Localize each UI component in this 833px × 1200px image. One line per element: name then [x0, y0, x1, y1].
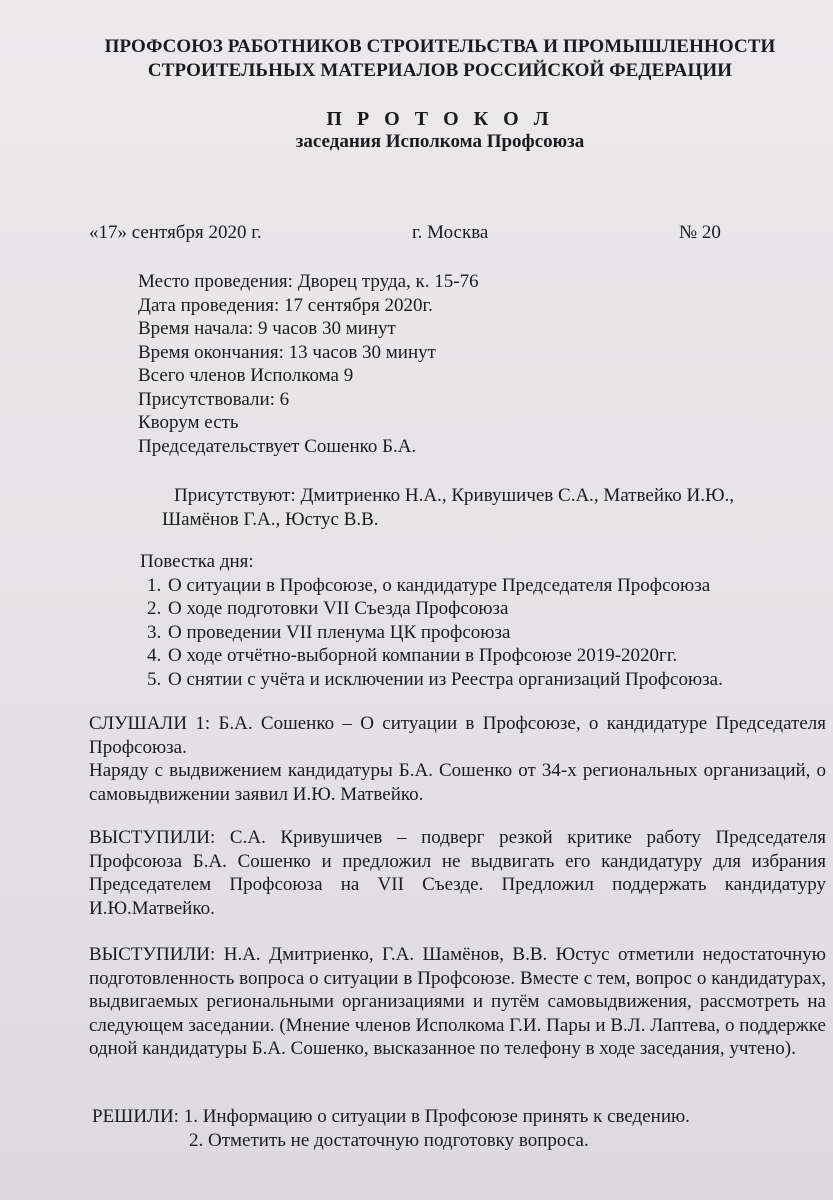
meeting-city: г. Москва	[412, 222, 489, 243]
agenda-list	[140, 574, 723, 692]
meeting-date: «17» сентября 2020 г.	[89, 222, 262, 243]
meeting-info	[138, 270, 479, 458]
heard-section	[89, 712, 826, 806]
info-line: Председательствует Сошенко Б.А.	[138, 435, 417, 457]
protocol-number: № 20	[679, 222, 721, 243]
present-line2: Шамёнов Г.А., Юстус В.В.	[162, 509, 379, 530]
heard-line1: СЛУШАЛИ 1: Б.А. Сошенко – О ситуации в Профсоюзе, о кандидатуре Председателя Профсоюза.	[89, 713, 826, 758]
agenda-item: 1. О ситуации в Профсоюзе, о кандидатуре Председателя Профсоюза	[166, 574, 723, 598]
info-line: Время окончания: 13 часов 30 минут	[138, 341, 436, 363]
spoke-section-2: ВЫСТУПИЛИ: Н.А. Дмитриенко, Г.А. Шамёнов, В.В. Юстус отметили недостаточную подготовленность вопроса о ситуации в Профсоюзе. Вместе с тем, вопрос о кандидатурах, выдвигаемых региональными организациями и путём самовыдвижения, рассмотреть на следующем заседании. (Мнение членов Исполкома Г.И. Пары и В.Л. Лаптева, о поддержке одной кандидатуры Б.А. Сошенко, высказанное по телефону в ходе заседания, учтено).	[89, 944, 826, 1059]
agenda-item: 3. О проведении VII пленума ЦК профсоюза	[166, 621, 723, 645]
document-title: П Р О Т О К О Л	[326, 108, 554, 130]
info-line: Присутствовали: 6	[138, 388, 290, 410]
info-line: Всего членов Исполкома 9	[138, 365, 354, 386]
agenda-item: 2. О ходе подготовки VII Съезда Профсоюза	[166, 597, 723, 621]
present-line1: Присутствуют: Дмитриенко Н.А., Кривушичев С.А., Матвейко И.Ю.,	[174, 485, 735, 506]
agenda-title: Повестка дня:	[140, 551, 254, 572]
header	[60, 35, 820, 83]
meta-row	[89, 222, 739, 248]
heard-line2: Наряду с выдвижением кандидатуры Б.А. Сошенко от 34-х региональных организаций, о самовыдвижении заявил И.Ю. Матвейко.	[89, 760, 826, 805]
decided-section	[92, 1105, 690, 1153]
info-line: Дата проведения: 17 сентября 2020г.	[138, 294, 433, 316]
info-line: Время начала: 9 часов 30 минут	[138, 318, 396, 339]
decided-line1: РЕШИЛИ: 1. Информацию о ситуации в Профсоюзе принять к сведению.	[92, 1106, 690, 1127]
agenda-item: 5. О снятии с учёта и исключении из Реестра организаций Профсоюза.	[166, 668, 723, 692]
decided-line2: 2. Отметить не достаточную подготовку вопроса.	[189, 1130, 589, 1151]
spoke-section-1: ВЫСТУПИЛИ: С.А. Кривушичев – подверг резкой критике работу Председателя Профсоюза Б.А. Сошенко и предложил не выдвигать его кандидатуру для избрания Председателем Профсоюза на VII Съезде. Предложил поддержать кандидатуру И.Ю.Матвейко.	[89, 827, 826, 919]
agenda	[140, 550, 723, 691]
org-name-line1: ПРОФСОЮЗ РАБОТНИКОВ СТРОИТЕЛЬСТВА И ПРОМЫШЛЕННОСТИ	[104, 36, 776, 57]
info-line: Место проведения: Дворец труда, к. 15-76	[138, 271, 479, 292]
info-line: Кворум есть	[138, 412, 239, 433]
document-subtitle: заседания Исполкома Профсоюза	[295, 131, 585, 152]
agenda-item: 4. О ходе отчётно-выборной компании в Профсоюзе 2019-2020гг.	[166, 644, 723, 668]
title-block	[60, 108, 820, 153]
org-name-line2: СТРОИТЕЛЬНЫХ МАТЕРИАЛОВ РОССИЙСКОЙ ФЕДЕРАЦИИ	[147, 60, 733, 81]
present-members	[162, 484, 794, 532]
